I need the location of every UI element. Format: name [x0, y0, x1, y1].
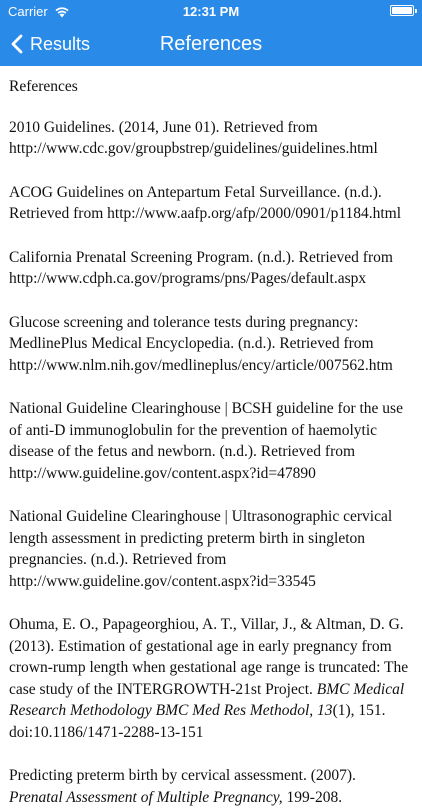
reference-journal: Prenatal Assessment of Multiple Pregnancy,	[9, 788, 283, 806]
reference-text: ACOG Guidelines on Antepartum Fetal Surveillance. (n.d.). Retrieved from	[9, 183, 382, 222]
status-time: 12:31 PM	[182, 4, 240, 19]
status-bar	[0, 0, 422, 22]
reference-journal: BMC Medical Research Methodology BMC Med Res Methodol, 13	[9, 680, 405, 719]
reference-link[interactable]: http://www.nlm.nih.gov/medlineplus/ency/article/007562.htm	[9, 356, 393, 374]
reference-text: Glucose screening and tolerance tests during pregnancy: MedlinePlus Medical Encyclopedia. (n.d.). Retrieved from	[9, 313, 374, 352]
reference-item	[9, 182, 413, 225]
reference-text: 2010 Guidelines. (2014, June 01). Retrieved from	[9, 118, 318, 136]
page-title: References	[159, 33, 263, 55]
reference-item	[9, 614, 413, 743]
reference-text: California Prenatal Screening Program. (n.d.). Retrieved from	[9, 248, 393, 266]
reference-item	[9, 765, 413, 808]
reference-item	[9, 398, 413, 484]
reference-text: Ohuma, E. O., Papageorghiou, A. T., Villar, J., & Altman, D. G. (2013). Estimation of gestational age in early pregnancy from crown-rump length when gestational age range is truncated: The case study of the INTERGROWTH-21st Project.	[9, 616, 409, 698]
reference-link[interactable]: http://www.cdc.gov/groupbstrep/guidelines/guidelines.html	[9, 140, 378, 157]
back-button-label: Results	[30, 33, 91, 54]
reference-text: National Guideline Clearinghouse | BCSH guideline for the use of anti-D immunoglobulin for the prevention of haemolytic disease of the fetus and newborn. (n.d.). Retrieved from	[9, 400, 403, 460]
reference-item	[9, 117, 413, 160]
reference-text: National Guideline Clearinghouse | Ultrasonographic cervical length assessment in predicting preterm birth in singleton pregnancies. (n.d.). Retrieved from	[9, 508, 393, 568]
carrier-name: Carrier	[8, 4, 48, 19]
reference-link[interactable]: http://www.cdph.ca.gov/programs/pns/Pages/default.aspx	[9, 270, 367, 287]
battery-icon	[390, 5, 414, 16]
reference-text: Predicting preterm birth by cervical assessment. (2007).	[9, 767, 356, 784]
reference-tail: 199-208.	[286, 788, 343, 806]
reference-link[interactable]: http://www.guideline.gov/content.aspx?id=47890	[9, 464, 316, 482]
reference-link[interactable]: http://www.guideline.gov/content.aspx?id=33545	[9, 572, 316, 590]
references-content[interactable]	[0, 66, 422, 806]
reference-item	[9, 247, 413, 290]
reference-item	[9, 312, 413, 377]
reference-item	[9, 506, 413, 592]
reference-tail: (1), 151. doi:10.1186/1471-2288-13-151	[9, 702, 386, 741]
references-heading: References	[9, 78, 78, 95]
reference-link[interactable]: http://www.aafp.org/afp/2000/0901/p1184.html	[107, 205, 402, 222]
navigation-bar	[0, 22, 422, 66]
